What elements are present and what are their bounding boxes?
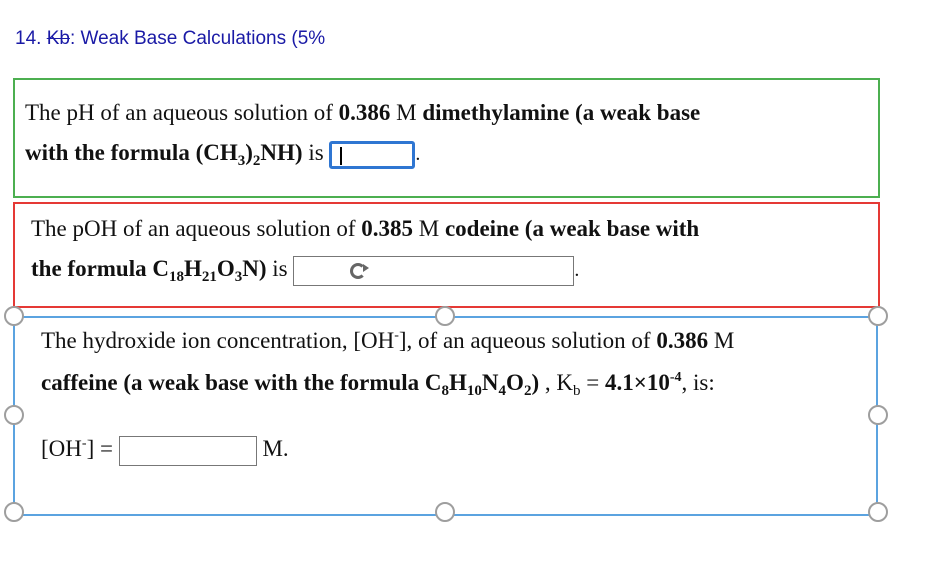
resize-handle-middle-left[interactable]	[4, 405, 24, 425]
title-text: : Weak Base Calculations (5%	[69, 28, 326, 49]
q2-line-2: the formula $C_{18}H_{21}O_3N$) is .	[31, 256, 580, 285]
kb-symbol: Kb	[46, 28, 70, 49]
ph-answer-input[interactable]	[329, 141, 415, 169]
text-caret	[340, 147, 342, 165]
refresh-icon[interactable]	[350, 263, 366, 279]
question-part-hydroxide	[13, 316, 878, 516]
question-title	[15, 28, 325, 50]
resize-handle-bottom-left[interactable]	[4, 502, 24, 522]
poh-answer-input[interactable]	[293, 256, 574, 286]
q1-line-2: with the formula $(CH_3)_2NH$) is .	[25, 140, 421, 169]
q3-line-3: [OH-] = M.	[41, 430, 289, 468]
question-number: 14.	[15, 28, 42, 49]
resize-handle-top-left[interactable]	[4, 306, 24, 326]
resize-handle-bottom-right[interactable]	[868, 502, 888, 522]
hydroxide-answer-input[interactable]	[119, 436, 257, 466]
q3-line-2: caffeine (a weak base with the formula $C_8H_{10}N_4O_2$) , $K_b = 4.1\times 10^{-4}$, is:	[41, 370, 715, 399]
resize-handle-top-center[interactable]	[435, 306, 455, 326]
q2-line-1: The pOH of an aqueous solution of 0.385 M codeine (a weak base with	[31, 216, 700, 241]
q1-line-1: The pH of an aqueous solution of 0.386 M dimethylamine (a weak base	[25, 100, 701, 125]
question-part-poh	[13, 202, 880, 308]
resize-handle-top-right[interactable]	[868, 306, 888, 326]
question-part-ph	[13, 78, 880, 198]
q3-line-1: The hydroxide ion concentration, [OH-], of an aqueous solution of 0.386 M	[41, 328, 735, 353]
resize-handle-bottom-center[interactable]	[435, 502, 455, 522]
resize-handle-middle-right[interactable]	[868, 405, 888, 425]
